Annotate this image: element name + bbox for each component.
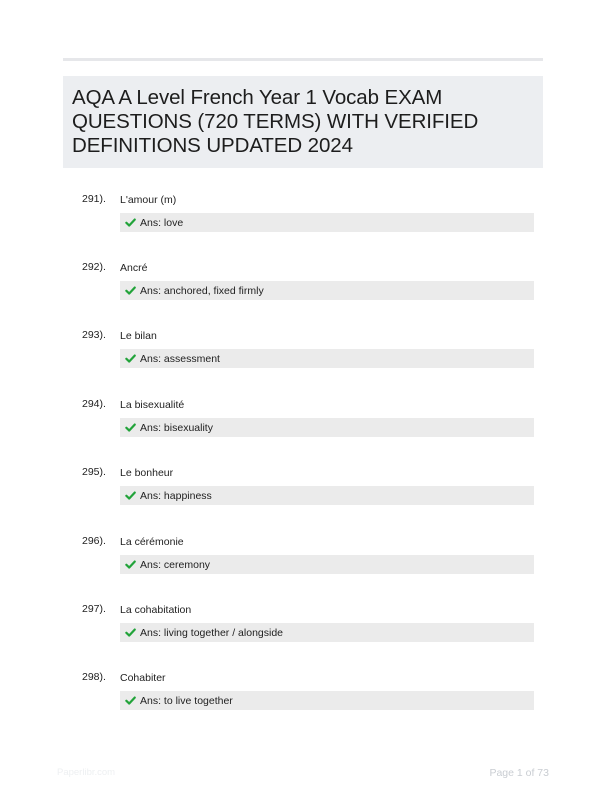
check-icon	[125, 217, 136, 228]
answer-box	[120, 623, 534, 642]
check-icon	[125, 422, 136, 433]
answer-box	[120, 418, 534, 437]
answer-box	[120, 281, 534, 300]
footer-watermark: Paperlibr.com	[57, 767, 116, 778]
check-icon	[125, 559, 136, 570]
answer-text: Ans: love	[140, 216, 184, 229]
question-term: Le bilan	[120, 330, 157, 342]
answer-box	[120, 213, 534, 232]
page-number: Page 1 of 73	[489, 767, 549, 779]
title-banner	[63, 76, 543, 168]
question-term: La cohabitation	[120, 604, 192, 616]
check-icon	[125, 285, 136, 296]
question-item	[0, 329, 606, 389]
question-term: La cérémonie	[120, 536, 184, 548]
answer-box	[120, 349, 534, 368]
question-number: 295).	[82, 466, 106, 478]
document-title: AQA A Level French Year 1 Vocab EXAM QUESTIONS (720 TERMS) WITH VERIFIED DEFINITIONS UPDATED 2024	[72, 86, 479, 157]
answer-text: Ans: happiness	[140, 489, 212, 502]
question-item	[0, 466, 606, 526]
check-icon	[125, 353, 136, 364]
answer-text: Ans: assessment	[140, 352, 220, 365]
question-term: La bisexualité	[120, 399, 185, 411]
answer-text: Ans: ceremony	[140, 558, 211, 571]
question-item	[0, 193, 606, 253]
check-icon	[125, 627, 136, 638]
question-number: 293).	[82, 329, 106, 341]
check-icon	[125, 695, 136, 706]
question-number: 296).	[82, 535, 106, 547]
question-item	[0, 535, 606, 595]
answer-text: Ans: anchored, fixed firmly	[140, 284, 264, 297]
answer-box	[120, 486, 534, 505]
top-divider	[63, 58, 543, 61]
question-number: 291).	[82, 193, 106, 205]
question-term: Cohabiter	[120, 672, 166, 684]
answer-text: Ans: living together / alongside	[140, 626, 284, 639]
answer-text: Ans: bisexuality	[140, 421, 213, 434]
question-term: Ancré	[120, 262, 148, 274]
question-item	[0, 671, 606, 731]
check-icon	[125, 490, 136, 501]
question-number: 294).	[82, 398, 106, 410]
question-number: 297).	[82, 603, 106, 615]
answer-box	[120, 555, 534, 574]
answer-text: Ans: to live together	[140, 694, 233, 707]
question-item	[0, 398, 606, 458]
question-item	[0, 261, 606, 321]
question-term: L'amour (m)	[120, 194, 177, 206]
question-number: 298).	[82, 671, 106, 683]
question-number: 292).	[82, 261, 106, 273]
answer-box	[120, 691, 534, 710]
question-term: Le bonheur	[120, 467, 174, 479]
question-item	[0, 603, 606, 663]
